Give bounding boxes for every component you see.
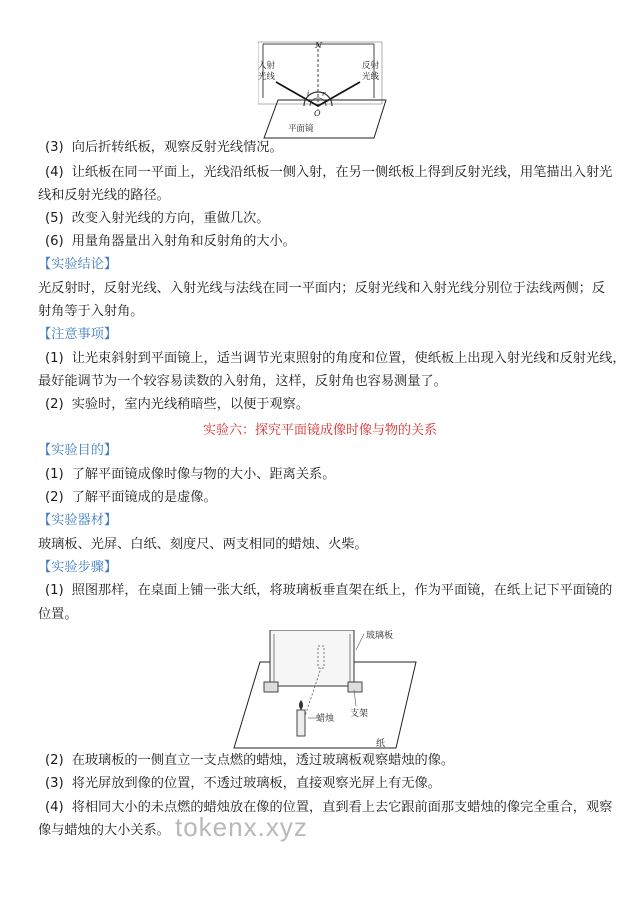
exp6-step-3: (3) 将光屏放到像的位置，不透过玻璃板，直接观察光屏上有无像。 xyxy=(45,776,441,791)
section-equipment: 【实验器材】 xyxy=(38,513,118,528)
glass-plate-label: 玻璃板 xyxy=(366,631,394,641)
note-2: (2) 实验时，室内光线稍暗些，以便于观察。 xyxy=(45,397,310,412)
reflection-diagram xyxy=(258,38,388,142)
section-notes: 【注意事项】 xyxy=(38,327,118,342)
mirror-imaging-diagram xyxy=(230,630,420,750)
point-o-label: O xyxy=(314,109,321,118)
section-conclusion: 【实验结论】 xyxy=(38,257,118,272)
step-3: (3) 向后折转纸板，观察反射光线情况。 xyxy=(45,140,283,155)
candle-label: 蜡烛 xyxy=(316,714,335,724)
note-1: (1) 让光束斜射到平面镜上，适当调节光束照射的角度和位置，使纸板上出现入射光线和反射光线， xyxy=(45,351,626,366)
paper-label: 纸 xyxy=(376,739,386,749)
exp6-step-4-cont: 像与蜡烛的大小关系。 xyxy=(38,823,170,838)
step-4: (4) 让纸板在同一平面上，光线沿纸板一侧入射，在另一侧纸板上得到反射光线，用笔描出入射光 xyxy=(45,165,613,180)
step-5: (5) 改变入射光线的方向，重做几次。 xyxy=(45,211,270,226)
section-purpose: 【实验目的】 xyxy=(38,443,118,458)
exp6-step-4: (4) 将相同大小的未点燃的蜡烛放在像的位置，直到看上去它跟前面那支蜡烛的像完全重合，观察 xyxy=(45,800,613,815)
incident-label-2: 光线 xyxy=(258,72,276,82)
section-steps: 【实验步骤】 xyxy=(38,560,118,575)
watermark: tokenx.xyz xyxy=(175,812,308,842)
conclusion-line-1: 光反射时，反射光线、入射光线与法线在同一平面内；反射光线和入射光线分别位于法线两侧；反 xyxy=(38,281,606,296)
experiment-6-title: 实验六：探究平面镜成像时像与物的关系 xyxy=(202,423,437,438)
normal-label: N xyxy=(315,41,322,50)
reflected-label-2: 光线 xyxy=(362,72,380,82)
angle-i-label: i xyxy=(307,90,310,98)
note-1-cont: 最好能调节为一个较容易读数的入射角，这样，反射角也容易测量了。 xyxy=(38,374,447,389)
conclusion-line-2: 射角等于入射角。 xyxy=(38,304,144,319)
step-6: (6) 用量角器量出入射角和反射角的大小。 xyxy=(45,234,296,249)
step-4-cont: 线和反射光线的路径。 xyxy=(38,188,170,203)
stand-label: 支架 xyxy=(350,709,369,719)
angle-r-label: r xyxy=(322,90,326,98)
mirror-label: 平面镜 xyxy=(288,124,314,134)
equipment-text: 玻璃板、光屏、白纸、刻度尺、两支相同的蜡烛、火柴。 xyxy=(38,537,368,552)
incident-label-1: 入射 xyxy=(258,61,276,71)
exp6-step-1: (1) 照图那样，在桌面上铺一张大纸，将玻璃板垂直架在纸上，作为平面镜，在纸上记下平面镜的 xyxy=(45,583,613,598)
purpose-2: (2) 了解平面镜成的是虚像。 xyxy=(45,490,217,505)
purpose-1: (1) 了解平面镜成像时像与物的大小、距离关系。 xyxy=(45,467,336,482)
exp6-step-1-cont: 位置。 xyxy=(38,607,78,622)
exp6-step-2: (2) 在玻璃板的一侧直立一支点燃的蜡烛，透过玻璃板观察蜡烛的像。 xyxy=(45,753,455,768)
reflected-label-1: 反射 xyxy=(362,61,380,71)
